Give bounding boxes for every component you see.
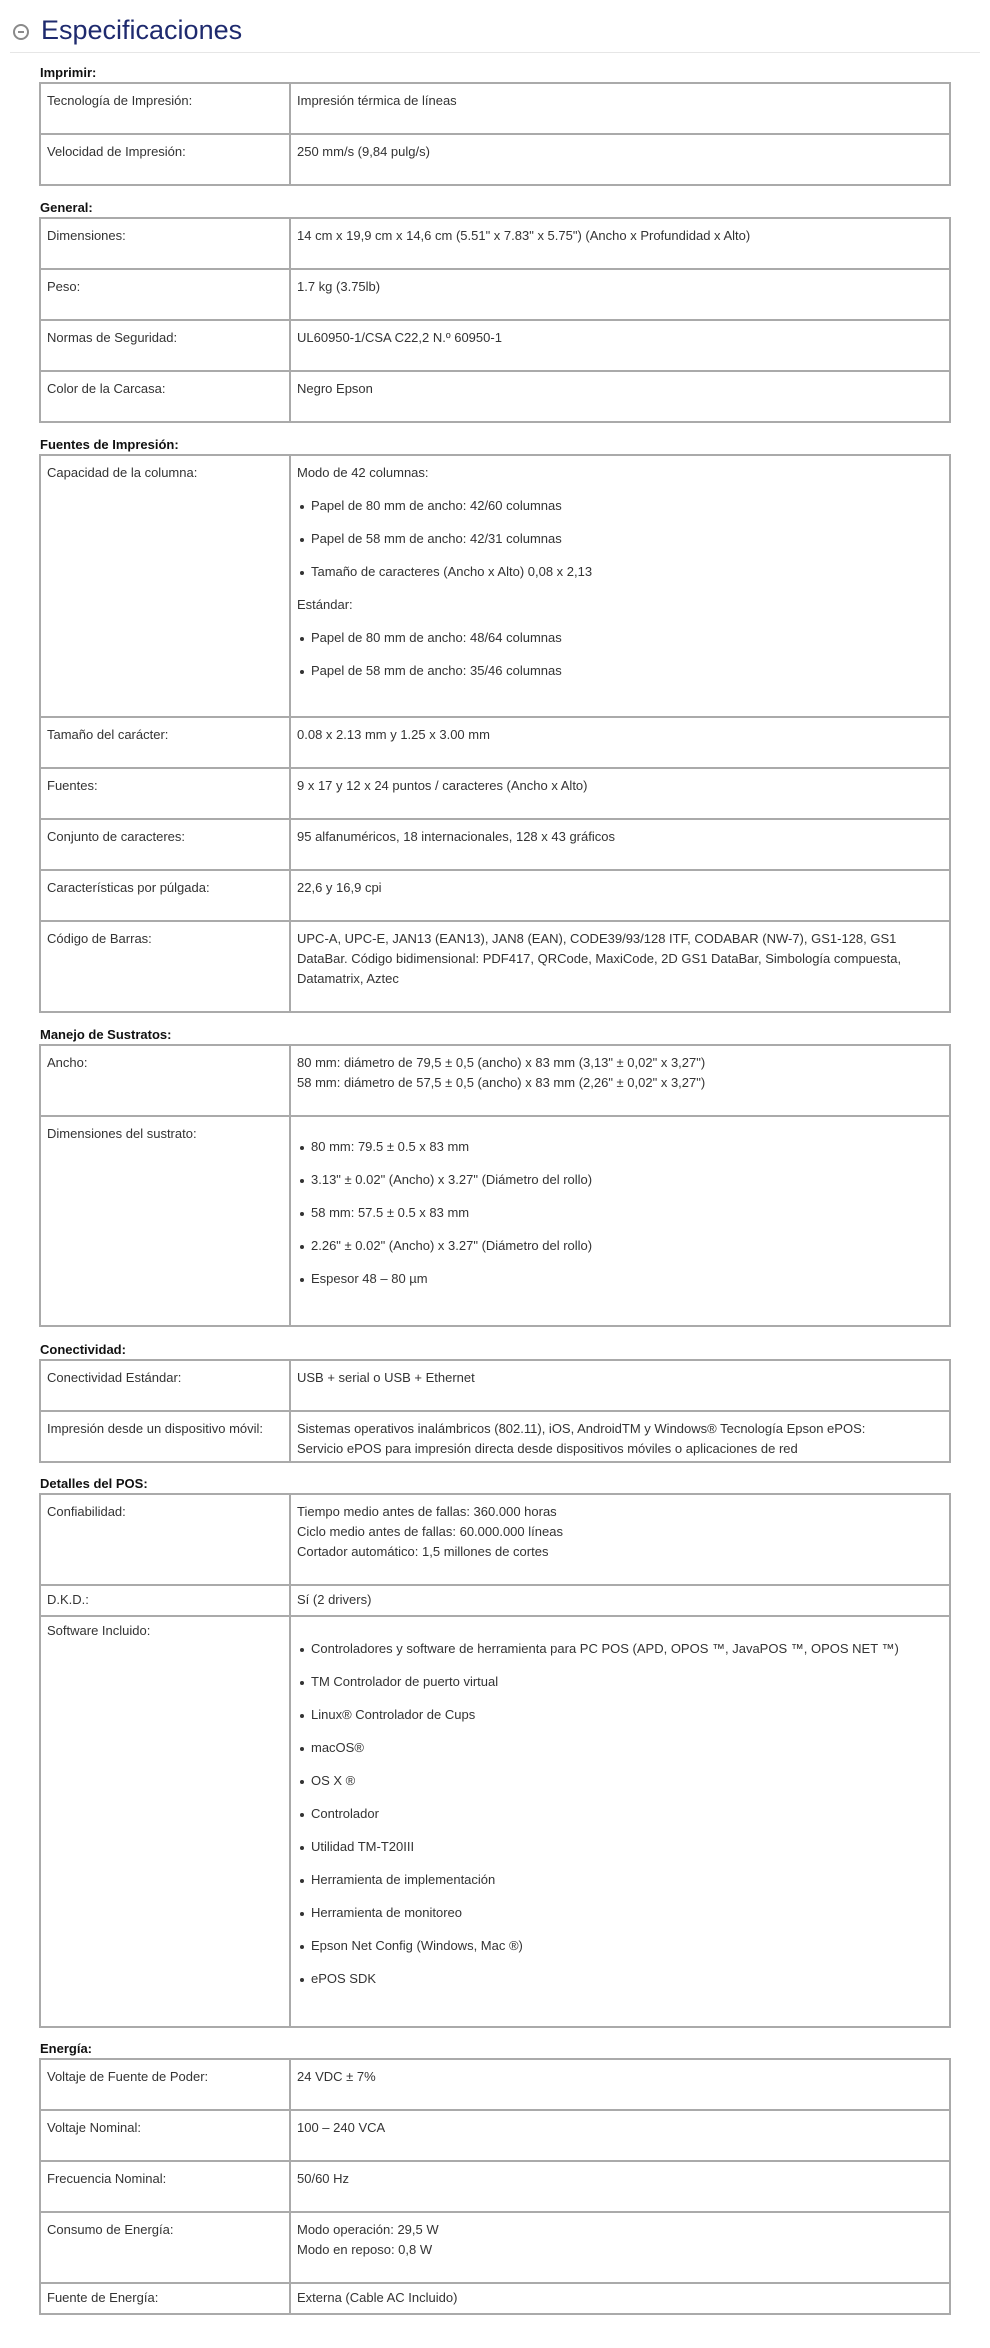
value-line: Servicio ePOS para impresión directa desde dispositivos móviles o aplicaciones de red bbox=[297, 1441, 798, 1456]
spec-value: 250 mm/s (9,84 pulg/s) bbox=[290, 134, 950, 185]
value-line: 58 mm: diámetro de 57,5 ± 0,5 (ancho) x 83 mm (2,26" ± 0,02" x 3,27") bbox=[297, 1075, 706, 1090]
spec-table bbox=[39, 454, 951, 1013]
spec-value: 24 VDC ± 7% bbox=[290, 2059, 950, 2110]
list-item: Controladores y software de herramienta para PC POS (APD, OPOS ™, JavaPOS ™, OPOS NET ™) bbox=[311, 1639, 943, 1672]
value-line: Tiempo medio antes de fallas: 360.000 horas bbox=[297, 1504, 557, 1519]
table-row bbox=[40, 134, 950, 185]
spec-table bbox=[39, 217, 951, 423]
standard-list bbox=[297, 628, 943, 694]
spec-key: D.K.D.: bbox=[40, 1585, 290, 1616]
spec-key: Peso: bbox=[40, 269, 290, 320]
table-row bbox=[40, 2059, 950, 2110]
list-item: 80 mm: 79.5 ± 0.5 x 83 mm bbox=[311, 1137, 943, 1170]
software-list bbox=[297, 1639, 943, 2002]
section-label: Conectividad: bbox=[40, 1342, 126, 1357]
spec-table bbox=[39, 2058, 951, 2315]
list-item: Controlador bbox=[311, 1804, 943, 1837]
list-item: Espesor 48 – 80 µm bbox=[311, 1269, 943, 1302]
spacer bbox=[297, 1624, 943, 1639]
list-item: Herramienta de implementación bbox=[311, 1870, 943, 1903]
table-row bbox=[40, 218, 950, 269]
table-row bbox=[40, 819, 950, 870]
table-row bbox=[40, 1045, 950, 1116]
mode42-label: Modo de 42 columnas: bbox=[297, 465, 429, 480]
collapse-minus-circle-icon[interactable] bbox=[13, 24, 29, 40]
list-item: Papel de 80 mm de ancho: 42/60 columnas bbox=[311, 496, 943, 529]
spec-value: USB + serial o USB + Ethernet bbox=[290, 1360, 950, 1411]
header-divider bbox=[10, 52, 980, 53]
page-title: Especificaciones bbox=[41, 15, 243, 45]
table-row bbox=[40, 2212, 950, 2283]
section-energia bbox=[39, 2041, 951, 2315]
list-item: Tamaño de caracteres (Ancho x Alto) 0,08 x 2,13 bbox=[311, 562, 943, 595]
dimensions-list bbox=[297, 1137, 943, 1302]
list-item: macOS® bbox=[311, 1738, 943, 1771]
spec-key: Voltaje de Fuente de Poder: bbox=[40, 2059, 290, 2110]
spec-value: Negro Epson bbox=[290, 371, 950, 422]
table-row bbox=[40, 1585, 950, 1616]
spec-key: Confiabilidad: bbox=[40, 1494, 290, 1585]
section-general bbox=[39, 200, 951, 423]
spec-key: Código de Barras: bbox=[40, 921, 290, 1012]
spec-key: Ancho: bbox=[40, 1045, 290, 1116]
table-row bbox=[40, 269, 950, 320]
spec-key: Normas de Seguridad: bbox=[40, 320, 290, 371]
list-item: Utilidad TM-T20III bbox=[311, 1837, 943, 1870]
spec-value: 95 alfanuméricos, 18 internacionales, 128 x 43 gráficos bbox=[290, 819, 950, 870]
section-label: Manejo de Sustratos: bbox=[40, 1027, 172, 1042]
spec-value: 0.08 x 2.13 mm y 1.25 x 3.00 mm bbox=[290, 717, 950, 768]
list-item: 3.13" ± 0.02" (Ancho) x 3.27" (Diámetro del rollo) bbox=[311, 1170, 943, 1203]
table-row bbox=[40, 870, 950, 921]
value-line: Ciclo medio antes de fallas: 60.000.000 líneas bbox=[297, 1524, 563, 1539]
spec-value: Externa (Cable AC Incluido) bbox=[290, 2283, 950, 2314]
spec-key: Voltaje Nominal: bbox=[40, 2110, 290, 2161]
spec-value: 9 x 17 y 12 x 24 puntos / caracteres (Ancho x Alto) bbox=[290, 768, 950, 819]
spec-key: Dimensiones del sustrato: bbox=[40, 1116, 290, 1326]
table-row bbox=[40, 717, 950, 768]
specs-header[interactable] bbox=[0, 0, 990, 53]
spec-key: Software Incluido: bbox=[40, 1616, 290, 2027]
spec-value bbox=[290, 1494, 950, 1585]
spec-key: Dimensiones: bbox=[40, 218, 290, 269]
spec-value: UL60950-1/CSA C22,2 N.º 60950-1 bbox=[290, 320, 950, 371]
spec-key: Color de la Carcasa: bbox=[40, 371, 290, 422]
spec-value bbox=[290, 1411, 950, 1462]
spec-key: Conectividad Estándar: bbox=[40, 1360, 290, 1411]
list-item: Papel de 58 mm de ancho: 42/31 columnas bbox=[311, 529, 943, 562]
table-row bbox=[40, 1116, 950, 1326]
table-row bbox=[40, 371, 950, 422]
spec-key: Fuentes: bbox=[40, 768, 290, 819]
spec-key: Frecuencia Nominal: bbox=[40, 2161, 290, 2212]
spec-key: Impresión desde un dispositivo móvil: bbox=[40, 1411, 290, 1462]
list-item: Herramienta de monitoreo bbox=[311, 1903, 943, 1936]
spec-key: Capacidad de la columna: bbox=[40, 455, 290, 717]
spec-value bbox=[290, 1616, 950, 2027]
section-label: Imprimir: bbox=[40, 65, 97, 80]
table-row bbox=[40, 1616, 950, 2027]
spec-table bbox=[39, 1493, 951, 2028]
spec-value: Sí (2 drivers) bbox=[290, 1585, 950, 1616]
spec-value bbox=[290, 1045, 950, 1116]
mode42-list bbox=[297, 496, 943, 595]
section-sustratos bbox=[39, 1027, 951, 1327]
table-row bbox=[40, 921, 950, 1012]
section-label: Fuentes de Impresión: bbox=[40, 437, 179, 452]
spec-value: UPC-A, UPC-E, JAN13 (EAN13), JAN8 (EAN), CODE39/93/128 ITF, CODABAR (NW-7), GS1-128, GS1 DataBar. Código bidimensional: PDF417, QRCode, MaxiCode, 2D GS1 DataBar, Simbología compuesta, Datamatrix, Aztec bbox=[290, 921, 950, 1012]
section-label: Energía: bbox=[40, 2041, 93, 2056]
section-conectividad bbox=[39, 1342, 951, 1463]
standard-label: Estándar: bbox=[297, 597, 353, 612]
spec-value: 100 – 240 VCA bbox=[290, 2110, 950, 2161]
value-line: Modo en reposo: 0,8 W bbox=[297, 2242, 433, 2257]
list-item: 58 mm: 57.5 ± 0.5 x 83 mm bbox=[311, 1203, 943, 1236]
list-item: Papel de 58 mm de ancho: 35/46 columnas bbox=[311, 661, 943, 694]
table-row bbox=[40, 2110, 950, 2161]
list-item: Epson Net Config (Windows, Mac ®) bbox=[311, 1936, 943, 1969]
table-row bbox=[40, 1494, 950, 1585]
spec-table bbox=[39, 1044, 951, 1327]
value-line: 80 mm: diámetro de 79,5 ± 0,5 (ancho) x 83 mm (3,13" ± 0,02" x 3,27") bbox=[297, 1055, 706, 1070]
spec-key: Conjunto de caracteres: bbox=[40, 819, 290, 870]
table-row bbox=[40, 2283, 950, 2314]
list-item: ePOS SDK bbox=[311, 1969, 943, 2002]
section-label: General: bbox=[40, 200, 93, 215]
spec-value bbox=[290, 2212, 950, 2283]
value-line: Cortador automático: 1,5 millones de cortes bbox=[297, 1544, 549, 1559]
spacer bbox=[297, 1124, 943, 1137]
table-row bbox=[40, 2161, 950, 2212]
table-row bbox=[40, 83, 950, 134]
spec-value: 50/60 Hz bbox=[290, 2161, 950, 2212]
spec-table bbox=[39, 1359, 951, 1463]
list-item: OS X ® bbox=[311, 1771, 943, 1804]
spec-key: Velocidad de Impresión: bbox=[40, 134, 290, 185]
spec-value: Impresión térmica de líneas bbox=[290, 83, 950, 134]
spec-table bbox=[39, 82, 951, 186]
list-item: Papel de 80 mm de ancho: 48/64 columnas bbox=[311, 628, 943, 661]
table-row bbox=[40, 455, 950, 717]
list-item: 2.26" ± 0.02" (Ancho) x 3.27" (Diámetro del rollo) bbox=[311, 1236, 943, 1269]
section-label: Detalles del POS: bbox=[40, 1476, 148, 1491]
value-line: Modo operación: 29,5 W bbox=[297, 2222, 439, 2237]
spec-key: Tamaño del carácter: bbox=[40, 717, 290, 768]
list-item: TM Controlador de puerto virtual bbox=[311, 1672, 943, 1705]
table-row bbox=[40, 768, 950, 819]
section-imprimir bbox=[39, 65, 951, 186]
list-item: Linux® Controlador de Cups bbox=[311, 1705, 943, 1738]
table-row bbox=[40, 320, 950, 371]
spec-value: 1.7 kg (3.75lb) bbox=[290, 269, 950, 320]
spec-value: 14 cm x 19,9 cm x 14,6 cm (5.51" x 7.83" x 5.75") (Ancho x Profundidad x Alto) bbox=[290, 218, 950, 269]
spec-key: Consumo de Energía: bbox=[40, 2212, 290, 2283]
section-fuentes bbox=[39, 437, 951, 1013]
spec-value: 22,6 y 16,9 cpi bbox=[290, 870, 950, 921]
spec-value bbox=[290, 1116, 950, 1326]
spec-key: Fuente de Energía: bbox=[40, 2283, 290, 2314]
spec-key: Características por púlgada: bbox=[40, 870, 290, 921]
value-line: Sistemas operativos inalámbricos (802.11), iOS, AndroidTM y Windows® Tecnología Epson ePOS: bbox=[297, 1421, 866, 1436]
table-row bbox=[40, 1411, 950, 1462]
spec-key: Tecnología de Impresión: bbox=[40, 83, 290, 134]
spec-value bbox=[290, 455, 950, 717]
table-row bbox=[40, 1360, 950, 1411]
section-pos bbox=[39, 1476, 951, 2028]
